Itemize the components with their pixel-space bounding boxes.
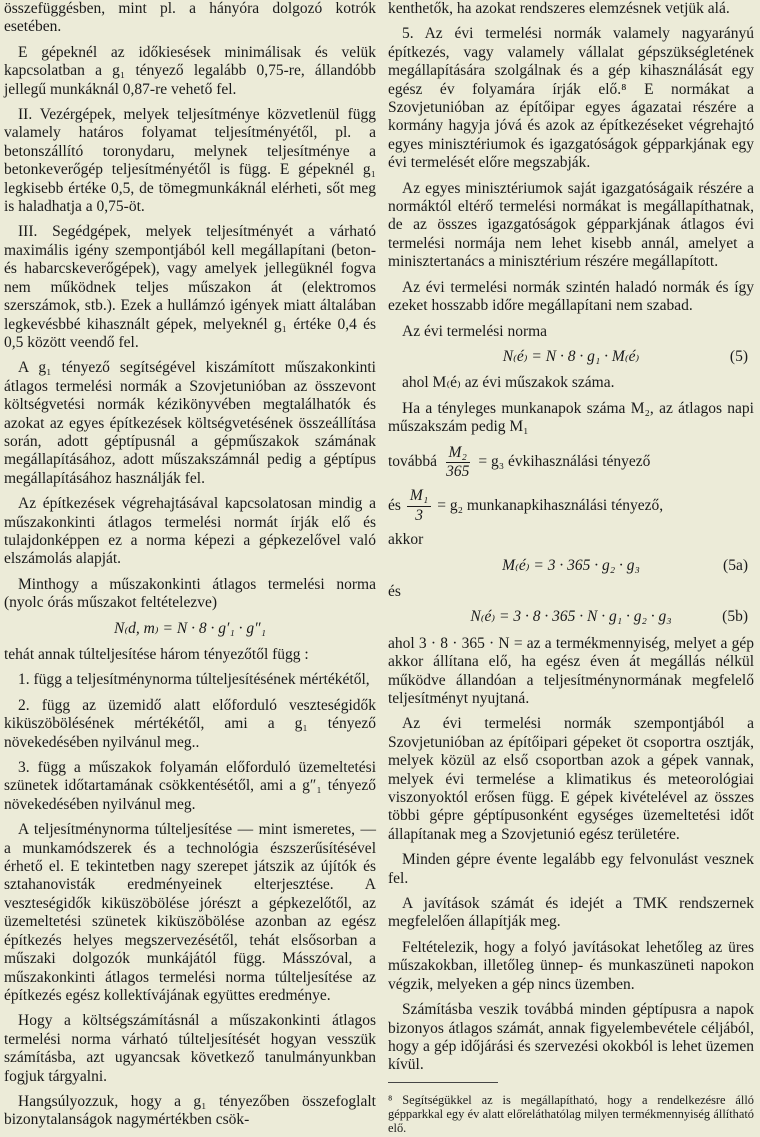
paragraph: Az építkezések végrehajtásával kapcsolatosan mindig a műszakonkinti átlagos termelési normát írják elő és tulajdonképpen ez a norma képezi a gépkezelővel való elszámolás alapját.: [4, 495, 376, 568]
fraction-numerator: M₁: [407, 487, 431, 506]
fraction-numerator: M₂: [446, 444, 470, 463]
footnote-divider: [388, 1082, 498, 1083]
fraction: [407, 487, 431, 525]
section-paragraph: 5. Az évi termelési normák valamely nagyarányú építkezés, vagy valamely vállalat gépszükségletének megállapítására szolgálnak és a gép kihasználását egy egész év folyamára írják elő.⁸ E normákat a Szovjetunióban az építőipar egyes ágazatai részére a kormány hagyja jóvá és azok az építkezéseket végrehajtó egyes minisztériumok és igazgatóságok gépparkjának egy évi termelését előre megszabják.: [388, 25, 754, 172]
formula: [388, 557, 754, 575]
list-item: 2. függ az üzemidő alatt előforduló veszteségidők kiküszöbölésének mértékétől, ami a g₁ tényező növekedésében nyilvánul meg..: [4, 696, 376, 751]
paragraph: ahol 3 · 8 · 365 · N = az a termékmennyiség, melyet a gép akkor állítana elő, ha egész éven át megállás nélkül működve állandóan a teljesítménynormának megfelelő teljesítményt nyujtaná.: [388, 634, 754, 707]
formula: [388, 348, 754, 366]
paragraph: és: [388, 582, 401, 600]
formula-number: (5a): [723, 556, 748, 574]
paragraph: Hangsúlyozzuk, hogy a g₁ tényezőben összefoglalt bizonytalanságok nagymértékben csök-: [4, 1092, 376, 1129]
fraction-prefix: és: [388, 497, 401, 515]
paragraph: ahol M₍é₎ az évi műszakok száma.: [402, 374, 615, 392]
paragraph: Hogy a költségszámításnál a műszakonkinti átlagos termelési norma várható túlteljesítését hogyan vesszük számításba, azt ugyancsak következő tanulmányunkban fogjuk tárgyalni.: [4, 1012, 376, 1085]
formula-text: N₍é₎ = 3 · 8 · 365 · N · g₁ · g₂ · g₃: [470, 608, 672, 626]
formula: [388, 608, 754, 626]
paragraph: Számításba veszik továbbá minden géptípusra a napok bizonyos átlagos számát, annak figyelembevétele céljából, hogy a gép időjárási és szervezési okokból is lehet üzemen kívül.: [388, 1001, 754, 1074]
paragraph: Az évi termelési normák szempontjából a Szovjetunióban az építőipari gépeket öt csoportra osztják, melyek közül az első csoportban azok a gépek vannak, melyek évi termelése a klimatikus és meteorológiai viszonyoktól erősen függ. E gépek kivételével az összes többi gépre géptípusonként egységes üzemeltetési időt állapítanak meg a Szovjetunió egész területére.: [388, 715, 754, 843]
fraction-denominator: 365: [446, 462, 470, 480]
paragraph: Minthogy a műszakonkinti átlagos termelési norma (nyolc órás műszakot feltételezve): [4, 575, 376, 612]
paragraph: III. Segédgépek, melyek teljesítményét a várható maximális igény szempontjából kell megállapítani (beton- és habarcskeverőgépek), vagy amelyek jellegüknél fogva nem működnek teljes műszakon át (elektromos szerszámok, stb.). Ezek a hullámzó igények miatt általában legkevésbbé kihasznált gépek, melyeknél g₁ értéke 0,4 és 0,5 között veendő fel.: [4, 223, 376, 351]
fraction: [443, 444, 472, 482]
paragraph: II. Vezérgépek, melyek teljesítménye közvetlenül függ valamely határos folyamat teljesítményétől, pl. a betonszállító toronydaru, melynek teljesítménye a betonkeverőgép teljesítményétől is függ. E gépeknél g₁ legkisebb értéke 0,5, de tömegmunkáknál elérheti, sőt meg is haladhatja a 0,75-öt.: [4, 106, 376, 216]
formula-text: N₍é₎ = N · 8 · g₁ · M₍é₎: [502, 347, 640, 365]
paragraph: kenthetők, ha azokat rendszeres elemzésnek vetjük alá.: [388, 0, 730, 17]
formula-text: M₍é₎ = 3 · 365 · g₂ · g₃: [502, 556, 640, 574]
paragraph: Az évi termelési normák szintén haladó normák és így ezeket hosszabb időre megállapítani nem szabad.: [388, 278, 754, 315]
formula: N₍d, m₎ = N · 8 · g′₁ · g″₁: [114, 619, 266, 637]
paragraph: A g₁ tényező segítségével kiszámított műszakonkinti átlagos termelési normák a Szovjetunióban az összevont költségvetési normák kézikönyvében megtalálhatók és azokat az egyes építkezések költségvetésének összeállítása során, adott géptípusnál a gépműszakok számának megállapításához, adott műszakszámnál pedig a géptípus megállapításához használják fel.: [4, 359, 376, 487]
paragraph: Ha a tényleges munkanapok száma M₂, az átlagos napi műszakszám pedig M₁: [388, 399, 754, 436]
paragraph: összefüggésben, mint pl. a hányóra dolgozó kotrók esetében.: [4, 0, 376, 36]
list-item: 3. függ a műszakok folyamán előforduló üzemeltetési szünetek időtartamának csökkentésétől, ami a g″₁ tényező növekedésében nyilvánul meg.: [4, 759, 376, 813]
paragraph: Az évi termelési norma: [402, 322, 548, 340]
fraction-prefix: továbbá: [388, 453, 438, 471]
right-column: [388, 0, 754, 1135]
paragraph: E gépeknél az időkiesések minimálisak és velük kapcsolatban a g₁ tényező legalább 0,75-re, állandóbb jellegű munkáknál 0,87-re vehető fel.: [4, 43, 376, 98]
fraction-line: [388, 487, 754, 525]
footnote: ⁸ Segítségükkel az is megállapítható, hogy a rendelkezésre álló gépparkkal egy év alatt előreláthatólag milyen termékmennyiség állítható elő.: [388, 1092, 754, 1135]
paragraph: Az egyes minisztériumok saját igazgatóságaik részére a normáktól eltérő termelési normákat is megállapíthatnak, de az összes igazgatóságok gépparkjának átlagos évi termelési normája nem lehet kisebb annál, amelyet a minisztertanács a minisztérium részére megállapított.: [388, 179, 754, 271]
formula-number: (5): [729, 347, 748, 365]
fraction-line: [388, 444, 754, 482]
paragraph: Feltételezik, hogy a folyó javításokat lehetőleg az üres műszakokban, illetőleg ünnep- és munkaszüneti napokon végzik, melyeken a gép nincs üzemben.: [388, 938, 754, 993]
fraction-suffix: = g₃ évkihasználási tényező: [478, 453, 651, 471]
left-column: [4, 0, 376, 1137]
formula-number: (5b): [722, 608, 748, 626]
paragraph: akkor: [388, 531, 424, 549]
fraction-denominator: 3: [415, 506, 423, 524]
list-item: 1. függ a teljesítménynorma túlteljesítésének mértékétől,: [18, 671, 370, 689]
paragraph: tehát annak túlteljesítése három tényezőtől függ :: [4, 646, 309, 663]
fraction-suffix: = g₂ munkanapkihasználási tényező,: [437, 497, 664, 515]
paragraph: A teljesítménynorma túlteljesítése — mint ismeretes, — a munkamódszerek és a technológia észszerűsítésével érhető el. E tekintetben nagy szerepet játszik az újítók és sztahanovisták eredményeinek elterjesztése. A veszteségidők kiküszöbölése jórészt a gépkezelőtől, az üzemeltetési szünetek kiküszöbölése azonban az egész építkezés helyes megszervezésétől, tehát elsősorban a műszaki dolgozók munkájától függ. Másszóval, a műszakonkinti átlagos termelési norma túlteljesítése az építkezés egész kollektívájának együttes eredménye.: [4, 821, 376, 1004]
paragraph: A javítások számát és idejét a TMK rendszernek megfelelően állapítják meg.: [388, 895, 754, 931]
paragraph: Minden gépre évente legalább egy felvonulást vesznek fel.: [388, 851, 754, 887]
